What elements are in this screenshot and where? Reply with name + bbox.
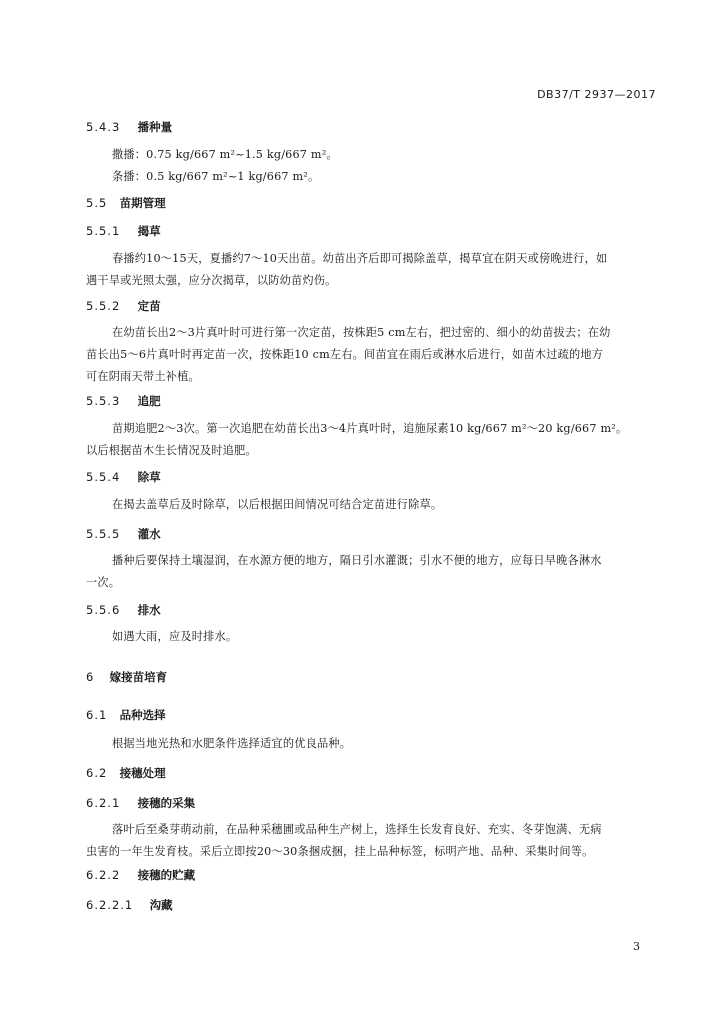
section-number: 6.2.2.1 [86,898,134,912]
section-number: 5.5 [86,196,108,210]
section-number: 5.5.4 [86,470,121,484]
text-line: 在揭去盖草后及时除草，以后根据田间情况可结合定苗进行除草。 [112,498,443,511]
section-number: 5.5.6 [86,603,121,617]
section-number: 6.2.2 [86,868,121,882]
section-heading-6 [86,669,656,685]
section-heading-5-5-4 [86,469,656,485]
text-line: 苗长出5～6片真叶时再定苗一次，按株距10 cm左右。间苗宜在雨后或淋水后进行，如苗木过疏的地方 [86,348,604,361]
section-heading-5-5-5 [86,526,656,542]
paragraph-5-5-1 [86,248,656,292]
section-number: 5.5.2 [86,299,121,313]
standard-code: DB37/T 2937—2017 [537,88,656,101]
section-heading-6-2-2-1 [86,897,656,913]
section-heading-6-1 [86,707,656,723]
section-heading-5-5-2 [86,298,656,314]
section-title: 品种选择 [119,708,166,722]
paragraph-6-2-1 [86,819,656,863]
section-heading-6-2-2 [86,867,656,883]
section-number: 6.2.1 [86,796,121,810]
section-title: 排水 [137,603,161,617]
text-line: 可在阴雨天带土补植。 [86,370,200,383]
section-title: 定苗 [137,299,161,313]
section-heading-5-5-6 [86,602,656,618]
text-line: 春播约10～15天，夏播约7～10天出苗。幼苗出齐后即可揭除盖草，揭草宜在阴天或傍晚进行，如 [112,252,608,265]
page-number: 3 [633,940,640,953]
section-title: 沟藏 [149,898,173,912]
section-number: 6.2 [86,766,108,780]
section-number: 5.5.1 [86,224,121,238]
paragraph-5-4-3 [86,144,656,188]
text-line: 落叶后至桑芽萌动前，在品种采穗圃或品种生产树上，选择生长发育良好、充实、冬芽饱满、无病 [112,823,602,836]
text-line: 撒播：0.75 kg/667 m²~1.5 kg/667 m²。 [112,148,338,161]
paragraph-6-1 [86,733,656,755]
section-heading-6-2-1 [86,795,656,811]
text-line: 一次。 [86,576,121,589]
section-heading-5-5-3 [86,393,656,409]
paragraph-5-5-5 [86,550,656,594]
section-title: 追肥 [137,394,161,408]
section-title: 播种量 [137,120,173,134]
section-heading-5-5 [86,195,656,211]
section-heading-6-2 [86,765,656,781]
text-line: 播种后要保持土壤湿润，在水源方便的地方，隔日引水灌溉；引水不便的地方，应每日早晚各淋水 [112,554,602,567]
section-number: 5.5.3 [86,394,121,408]
section-title: 苗期管理 [119,196,166,210]
section-heading-5-4-3 [86,119,656,135]
section-heading-5-5-1 [86,223,656,239]
section-title: 灌水 [137,527,161,541]
section-title: 接穗的贮藏 [137,868,196,882]
section-title: 接穗处理 [119,766,166,780]
section-title: 接穗的采集 [137,796,196,810]
section-number: 5.5.5 [86,527,121,541]
paragraph-5-5-4 [86,494,656,516]
text-line: 如遇大雨，应及时排水。 [112,630,238,643]
paragraph-5-5-6 [86,626,656,648]
paragraph-5-5-3 [86,418,656,462]
text-line: 以后根据苗木生长情况及时追肥。 [86,444,257,457]
text-line: 根据当地光热和水肥条件选择适宜的优良品种。 [112,737,352,750]
section-number: 5.4.3 [86,120,121,134]
text-line: 在幼苗长出2～3片真叶时可进行第一次定苗，按株距5 cm左右，把过密的、细小的幼苗拔去；在幼 [112,326,611,339]
section-number: 6.1 [86,708,108,722]
section-number: 6 [86,670,95,684]
text-line: 虫害的一年生发育枝。采后立即按20～30条捆成捆，挂上品种标签，标明产地、品种、采集时间等。 [86,845,594,858]
section-title: 除草 [137,470,161,484]
text-line: 苗期追肥2～3次。第一次追肥在幼苗长出3～4片真叶时，追施尿素10 kg/667 m²～20 kg/667 m²。 [112,422,628,435]
paragraph-5-5-2 [86,322,656,388]
section-title: 揭草 [137,224,161,238]
text-line: 条播：0.5 kg/667 m²~1 kg/667 m²。 [112,170,320,183]
section-title: 嫁接苗培育 [109,670,168,684]
text-line: 遇干旱或光照太强，应分次揭草，以防幼苗灼伤。 [86,274,337,287]
